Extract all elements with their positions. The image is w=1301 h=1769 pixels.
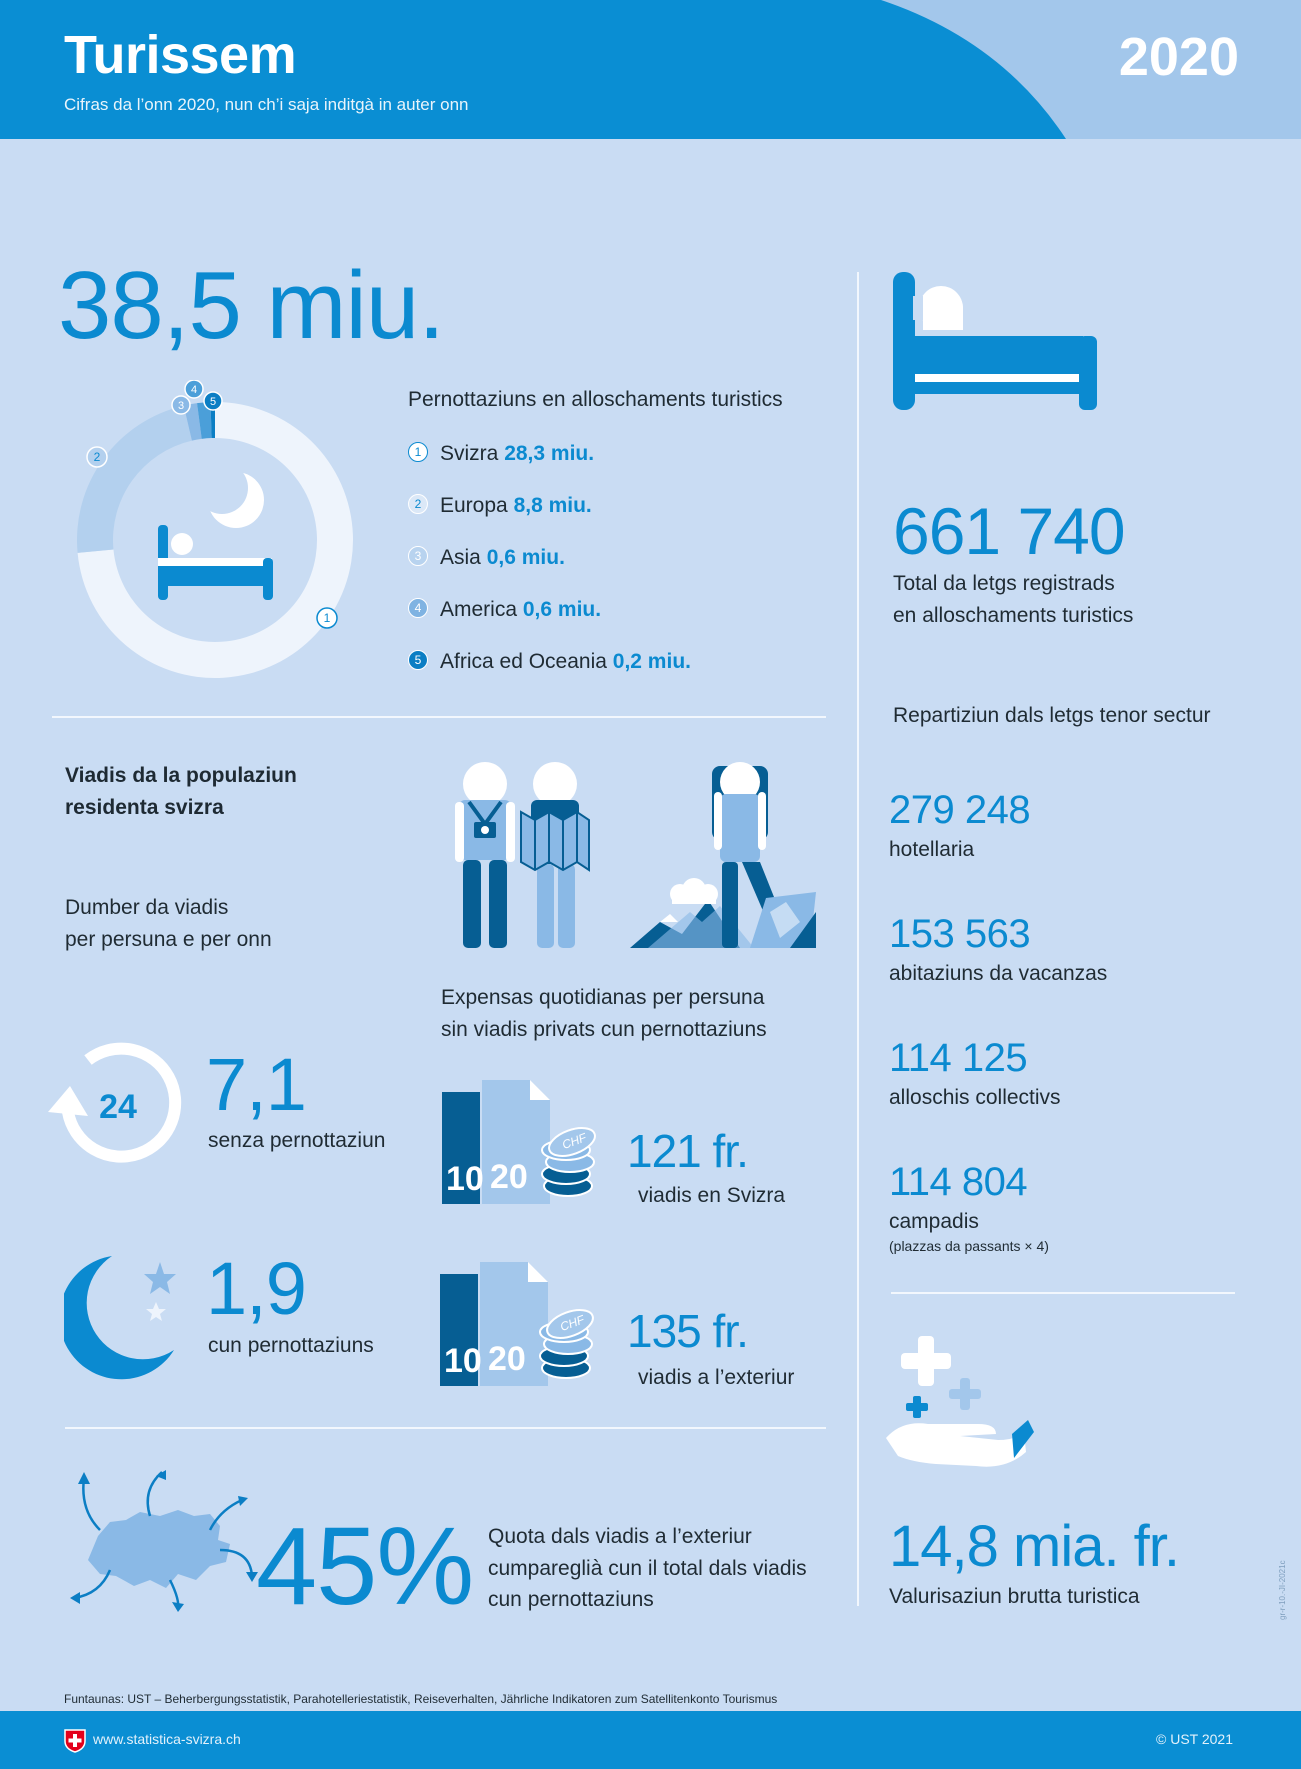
vertical-divider <box>857 272 859 1606</box>
expense-abroad-label: viadis a l’exteriur <box>638 1366 795 1389</box>
legend-item-asia <box>408 546 565 570</box>
coin-text: CHF <box>560 1130 589 1152</box>
legend-label: Africa ed Oceania <box>440 650 607 673</box>
value-added-value: 14,8 mia. fr. <box>889 1514 1180 1579</box>
money-icon-switzerland <box>442 1080 598 1204</box>
legend-value: 8,8 miu. <box>513 494 592 517</box>
share-line3: cun pernottaziuns <box>488 1588 654 1611</box>
copyright-text: © UST 2021 <box>1156 1731 1233 1747</box>
page-subtitle: Cifras da l’onn 2020, nun ch’i saja inditgà in auter onn <box>64 95 469 114</box>
side-code-text: gr-r-10.-JI-2021c <box>1278 1560 1287 1620</box>
donut-marker-1-text: 1 <box>323 611 331 625</box>
share-line1: Quota dals viadis a l’exteriur <box>488 1525 752 1548</box>
legend-label: Asia <box>440 546 481 569</box>
divider-top <box>52 716 826 718</box>
note-20-text: 20 <box>488 1340 526 1378</box>
overnight-title: Pernottaziuns en alloschaments turistics <box>408 388 783 411</box>
sector-group-lodging <box>889 1038 1061 1110</box>
legend-item-america <box>408 598 601 622</box>
sector-value: 114 125 <box>889 1036 1028 1080</box>
page-year: 2020 <box>1118 27 1239 87</box>
donut-marker-5 <box>204 392 222 410</box>
legend-value: 0,2 miu. <box>612 650 691 673</box>
donut-marker-3 <box>172 396 190 414</box>
note-10-text: 10 <box>446 1160 484 1198</box>
legend-value: 0,6 miu. <box>522 598 602 621</box>
sector-label: campadis <box>889 1210 979 1233</box>
travel-title <box>65 760 297 823</box>
beds-breakdown-title: Repartiziun dals letgs tenor sectur <box>893 704 1211 727</box>
swiss-shield-icon <box>64 1729 86 1753</box>
sector-label: alloschis collectivs <box>889 1086 1061 1109</box>
bed-small-icon <box>158 525 273 600</box>
expense-title-line1: Expensas quotidianas per persuna <box>441 986 765 1009</box>
day-trip-value: 7,1 <box>206 1043 306 1126</box>
day-trip-label: senza pernottaziun <box>208 1129 386 1152</box>
expense-ch-value: 121 fr. <box>627 1125 748 1177</box>
legend-label: America <box>440 598 518 621</box>
expense-title <box>441 982 767 1045</box>
website-link[interactable]: www.statistica-svizra.ch <box>93 1731 241 1747</box>
sector-hotels <box>889 790 1030 862</box>
travel-count-line2: per persuna e per onn <box>65 927 272 951</box>
donut-marker-2-text: 2 <box>93 450 101 464</box>
legend-number: 1 <box>408 442 428 462</box>
night-moon-icon <box>64 1256 184 1382</box>
travel-title-line1: Viadis da la populaziun <box>65 764 297 787</box>
donut-slices <box>77 402 353 678</box>
donut-marker-2 <box>87 447 107 467</box>
legend-number: 3 <box>408 546 428 566</box>
page-title: Turissem <box>64 25 297 85</box>
legend-value: 0,6 miu. <box>486 546 565 569</box>
camping-note: (plazzas da passants × 4) <box>889 1238 1049 1254</box>
travel-count-title <box>65 892 272 955</box>
donut-marker-4-text: 4 <box>190 384 198 396</box>
footer-bar <box>0 1711 1301 1769</box>
tourists-icon <box>455 762 590 948</box>
expense-abroad-value: 135 fr. <box>627 1305 748 1357</box>
note-20-text: 20 <box>490 1158 528 1196</box>
legend-value: 28,3 miu. <box>504 442 595 465</box>
legend-item-africa-oceania <box>408 650 691 674</box>
header-banner <box>0 0 1301 139</box>
expense-title-line2: sin viadis privats cun pernottaziuns <box>441 1017 767 1041</box>
overnight-total: 38,5 miu. <box>58 252 444 359</box>
sector-value: 114 804 <box>889 1160 1028 1204</box>
bed-large-icon <box>893 272 1103 412</box>
donut-marker-5-text: 5 <box>209 396 217 408</box>
travel-title-line2: residenta svizra <box>65 795 224 819</box>
beds-total: 661 740 <box>893 494 1125 568</box>
travel-count-line1: Dumber da viadis <box>65 896 229 919</box>
donut-marker-4 <box>185 380 203 398</box>
coin-text: CHF <box>558 1312 587 1334</box>
legend-number: 5 <box>408 650 428 670</box>
note-10-text: 10 <box>444 1342 482 1380</box>
expense-ch-label: viadis en Svizra <box>638 1184 786 1207</box>
value-added-label: Valurisaziun brutta turistica <box>889 1585 1140 1608</box>
donut-marker-1 <box>317 608 337 628</box>
sector-camping <box>889 1162 1049 1254</box>
sector-label: abitaziuns da vacanzas <box>889 962 1108 985</box>
value-added-hand-icon <box>886 1336 1036 1470</box>
legend-item-switzerland <box>408 442 594 466</box>
sector-value: 153 563 <box>889 912 1031 956</box>
beds-total-line1: Total da letgs registrads <box>893 572 1115 595</box>
legend-label: Svizra <box>440 442 499 465</box>
hiker-icon <box>630 762 816 948</box>
sources-text: Funtaunas: UST – Beherbergungsstatistik, Parahotelleriestatistik, Reiseverhalten, Jährliche Indikatoren zum Satellitenkonto Tourismus <box>64 1692 778 1706</box>
share-abroad-value: 45% <box>256 1505 474 1628</box>
legend-number: 4 <box>408 598 428 618</box>
beds-total-line2: en alloschaments turistics <box>893 603 1134 627</box>
sector-holiday-homes <box>889 914 1107 986</box>
day-trip-icon <box>48 1040 182 1166</box>
sector-label: hotellaria <box>889 838 975 861</box>
night-trip-label: cun pernottaziuns <box>208 1334 374 1357</box>
night-trip-value: 1,9 <box>206 1247 306 1330</box>
money-icon-abroad <box>440 1262 596 1386</box>
legend-item-europe <box>408 494 592 518</box>
legend-label: Europa <box>440 494 508 517</box>
sector-value: 279 248 <box>889 788 1031 832</box>
share-abroad-label <box>488 1521 807 1616</box>
donut-slice-2 <box>77 406 192 553</box>
day-trip-icon-text: 24 <box>99 1088 137 1126</box>
switzerland-map-icon <box>70 1470 270 1612</box>
beds-total-label <box>893 568 1133 631</box>
legend-number: 2 <box>408 494 428 514</box>
donut-marker-3-text: 3 <box>177 400 185 412</box>
overnight-donut-chart <box>60 380 360 690</box>
share-line2: cumpareglià cun il total dals viadis <box>488 1556 807 1580</box>
moon-icon <box>196 462 264 528</box>
divider-bottom <box>65 1427 826 1429</box>
divider-right <box>891 1292 1235 1294</box>
side-code <box>1278 1560 1287 1620</box>
